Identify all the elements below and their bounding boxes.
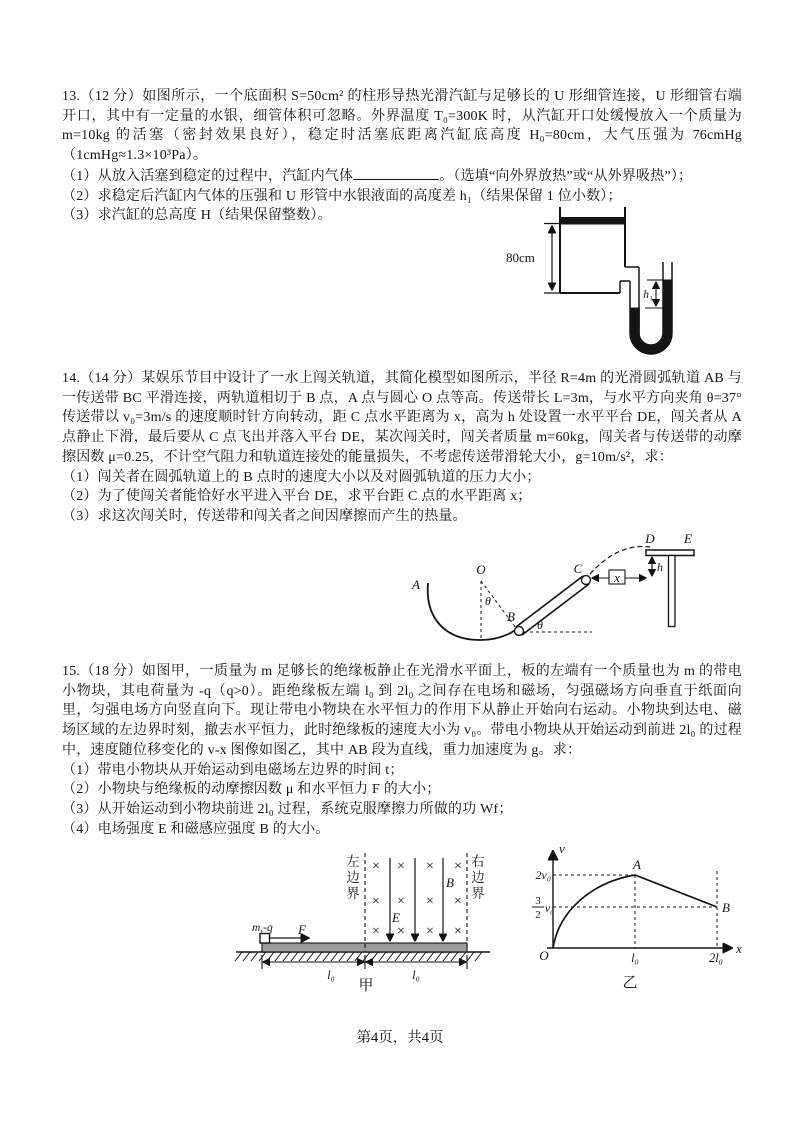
figure-13-cylinder-utube-diagram [495,198,725,373]
svg-text:×: × [397,924,405,939]
charged-block [260,934,270,944]
fig15-caption-yi: 乙 [622,975,638,991]
left-boundary-label [346,854,360,901]
problem-13-stem: 13.（12 分）如图所示，一个底面积 S=50cm² 的柱形导热光滑汽缸与足够长的 U 形细管连接，U 形细管右端开口，其中有一定量的水银，细管体积可忽略。外界温度 T₀=300K 时，从汽缸开口处缓慢放入一个质量为 m=10kg 的活塞（密封效果良好），稳定时活塞底距离汽缸底高度 H₀=80cm，大气压强为 76cmHg（1cmHg≈1.3×10³Pa）。 [62,89,742,164]
height-annotation [544,224,561,294]
figure-15-jia-field-diagram [228,845,493,1005]
svg-text:3: 3 [535,895,541,907]
fig14-label-A: A [412,577,420,592]
graph-fraction-label [532,895,554,921]
graph-origin-label: O [539,948,549,963]
svg-text:界: 界 [346,886,360,901]
svg-text:右: 右 [471,854,485,869]
svg-text:×: × [426,859,434,874]
problem-13-part-2: （2）求稳定后汽缸内气体的压强和 U 形管中水银液面的高度差 h₁（结果保留 1 位小数）； [62,188,622,204]
svg-text:×: × [372,924,380,939]
part-text: （1）从放入活塞到稳定的过程中，汽缸内气体 [62,168,354,184]
figure-15-yi-vx-graph [525,838,760,993]
problem-15-part-2: （2）小物块与绝缘板的动摩擦因数 μ 和水平恒力 F 的大小； [62,782,441,798]
problem-13-part-3: （3）求汽缸的总高度 H（结果保留整数）。 [62,208,332,224]
svg-text:×: × [426,894,434,909]
svg-text:×: × [372,859,380,874]
svg-text:×: × [454,924,462,939]
svg-text:×: × [454,859,462,874]
problem-14-part-1: （1）闯关者在圆弧轨道上的 B 点时的速度大小以及对圆弧轨道的压力大小； [62,469,541,485]
problem-14 [62,369,742,527]
fig13-h1-label: h₁ [643,289,653,301]
fig15-l0-right-label: l₀ [412,968,420,982]
problem-15 [62,662,742,839]
svg-text:v₀: v₀ [545,903,555,915]
problem-15-part-4: （4）电场强度 E 和磁感应强度 B 的大小。 [62,821,330,837]
svg-text:2: 2 [535,909,541,921]
svg-text:边: 边 [346,870,360,885]
length-annotations [262,955,467,969]
answer-blank-line [353,166,439,180]
part-text: 。（选填“向外界放热”或“从外界吸热”）； [439,168,693,184]
fig14-label-theta-B: θ [537,618,543,632]
fig14-label-x: x [614,570,620,585]
problem-13-part-1 [62,166,742,187]
page-footer: 第4页，共4页 [356,1030,444,1046]
svg-text:×: × [454,894,462,909]
graph-point-A-label: A [633,857,641,872]
fig14-label-theta-O: θ [485,594,491,608]
boundary-lines [365,853,467,952]
conveyor-belt-BC [515,576,591,636]
svg-text:×: × [397,859,405,874]
graph-v-axis-label: v [559,841,565,856]
problem-15-stem: 15.（18 分）如图甲，一质量为 m 足够长的绝缘板静止在光滑水平面上，板的左端有一个质量也为 m 的带电小物块，其电荷量为 -q（q>0）。距绝缘板左端 l₀ 到 2l₀ 之间存在电场和磁场，匀强磁场方向垂直于纸面向里，匀强电场方向竖直向下。现让带电小物块在水平恒力的作用下从静止开始向右运动。小物块到达电、磁场区域的左边界时刻，撤去水平恒力，此时绝缘板的速度大小为 v₀。带电小物块从开始运动到前进 2l₀ 的过程中，速度随位移变化的 v-x 图像如图乙，其中 AB 段为直线，重力加速度为 g。求： [62,664,742,758]
ground-hatching [235,952,482,961]
svg-text:×: × [397,894,405,909]
fig14-label-D: D [645,531,655,546]
fig14-label-O: O [476,562,486,577]
fig15-force-label: F [298,922,306,937]
fig13-height-label: 80cm [506,250,535,265]
fig14-label-C: C [573,561,583,576]
roller-B [515,627,524,636]
problem-14-part-2: （2）为了使闯关者能恰好水平进入平台 DE，求平台距 C 点的水平距离 x； [62,489,532,505]
fig15-caption-jia: 甲 [358,978,374,994]
graph-point-B-label: B [722,900,730,915]
fig14-label-B: B [507,609,515,624]
graph-x-axis-label: x [736,941,742,956]
fig15-E-label: E [392,910,400,925]
problem-14-part-3: （3）求这次闯关时，传送带和闯关者之间因摩擦而产生的热量。 [62,508,467,524]
platform-DE [646,550,694,627]
problem-15-part-3: （3）从开始运动到小物块前进 2l₀ 过程，系统克服摩擦力所做的功 Wf； [62,801,513,817]
svg-text:左: 左 [346,854,360,869]
svg-text:界: 界 [471,886,485,901]
problem-15-part-1: （1）带电小物块从开始运动到电磁场左边界的时间 t； [62,762,404,778]
svg-text:×: × [372,894,380,909]
problem-14-stem: 14.（14 分）某娱乐节目中设计了一水上闯关轨道，其简化模型如图所示，半径 R=4m 的光滑圆弧轨道 AB 与一传送带 BC 平滑连接，两轨道相切于 B 点，A 点与圆心 O 点等高。传送带长 L=3m，与水平方向夹角 θ=37°传送带以 v₀=3m/s 的速度顺时针方向转动，距 C 点水平距离为 x，高为 h 处设置一水平平台 DE，闯关者从 A 点静止下滑，最后要从 C 点飞出并落入平台 DE，某次闯关时，闯关者质量 m=60kg，闯关者与传送带的动摩擦因数 μ=0.25，不计空气阻力和轨道连接处的能量损失，不考虑传送带滑轮大小，g=10m/s²，求： [62,371,742,465]
graph-2l0-tick-label: 2l₀ [708,951,724,965]
gridline-dashed [553,871,717,948]
platform-pole [669,556,676,627]
fig15-l0-left-label: l₀ [327,968,335,982]
svg-text:边: 边 [471,870,485,885]
right-boundary-label [471,854,485,901]
fig15-B-label: B [446,875,454,890]
figure-14-track-diagram [400,528,700,663]
magnetic-field-crosses [372,859,462,939]
roller-C [582,576,591,585]
piston [560,218,625,224]
fig14-label-E: E [684,531,692,546]
graph-l0-tick-label: l₀ [631,951,639,965]
fig15-block-label: m,-q [252,922,273,934]
cylinder [560,207,625,293]
graph-2v0-label: 2v₀ [535,868,551,882]
fig14-label-h: h [657,560,663,574]
svg-text:×: × [426,924,434,939]
